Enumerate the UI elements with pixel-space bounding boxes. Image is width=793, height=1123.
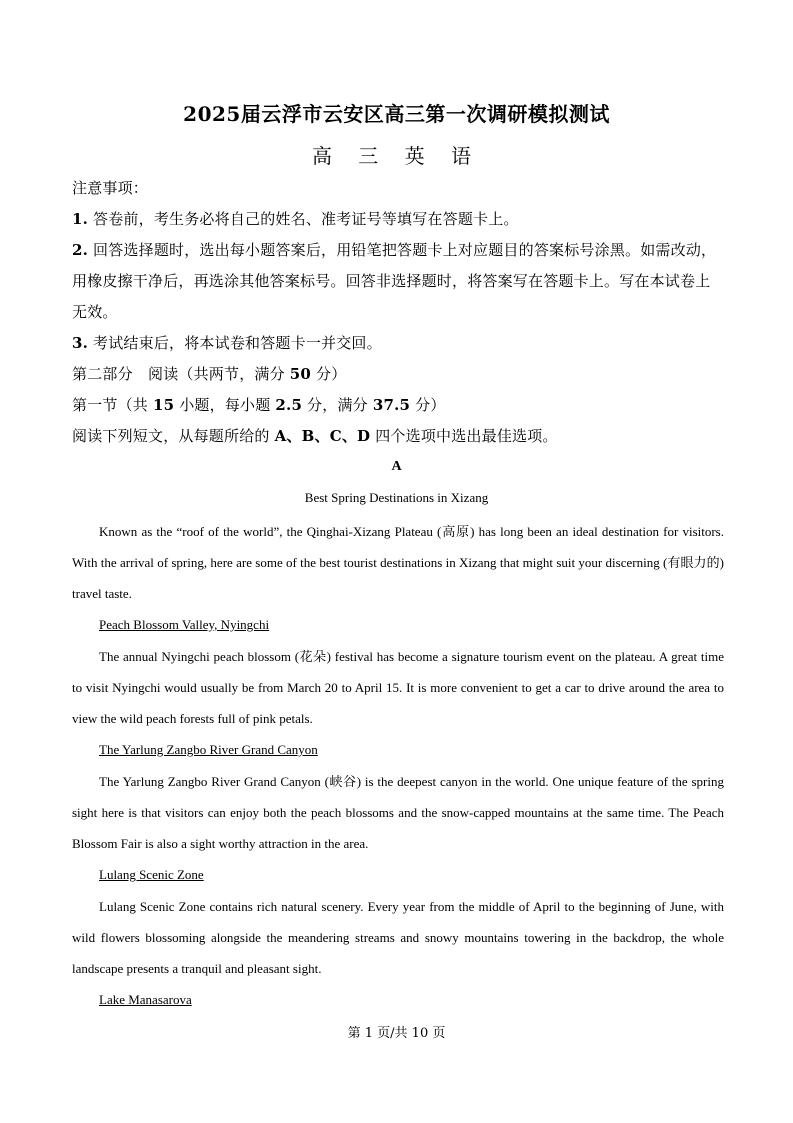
exam-subject: 高 三 英 语 bbox=[311, 144, 482, 168]
notice-item-1-number: 1. bbox=[72, 210, 89, 228]
instructions-options: A、B、C、D bbox=[274, 427, 371, 445]
heading-peach-blossom-valley: Peach Blossom Valley, Nyingchi bbox=[99, 617, 270, 632]
notice-item-1 bbox=[72, 204, 722, 235]
section-one-count: 15 bbox=[152, 396, 175, 414]
notice-item-3-number: 3. bbox=[72, 334, 89, 352]
part-two-heading bbox=[72, 359, 722, 390]
paragraph-lulang-scenic-zone-text: Lulang Scenic Zone contains rich natural scenery. Every year from the middle of April to the beginning of June, with wild flowers blossoming alongside the meandering streams and snowy mountains towering in the backdrop, the whole landscape presents a tranquil and pleasant sight. bbox=[72, 899, 724, 976]
passage-intro bbox=[72, 516, 724, 609]
section-one-text-b: 小题，每小题 bbox=[174, 396, 276, 414]
notice-item-2-number: 2. bbox=[72, 241, 89, 259]
part-two-label: 第二部分 阅读（共两节，满分 bbox=[72, 365, 290, 383]
reading-instructions bbox=[72, 421, 722, 452]
section-one-each-score: 2.5 bbox=[275, 396, 303, 414]
part-two-score: 50 bbox=[289, 365, 312, 383]
page-number: 第 1 页/共 10 页 bbox=[347, 1026, 446, 1041]
exam-title: 2025届云浮市云安区高三第一次调研模拟测试 bbox=[183, 102, 610, 126]
section-one-text-c: 分，满分 bbox=[302, 396, 373, 414]
notice-heading: 注意事项： bbox=[72, 179, 149, 197]
paragraph-lulang-scenic-zone bbox=[72, 891, 724, 984]
passage-intro-text: Known as the “roof of the world”, the Qinghai-Xizang Plateau (高原) has long been an ideal destination for visitors. With the arrival of spring, here are some of the best tourist destinations in Xizang that might suit your discerning (有眼力的) travel taste. bbox=[72, 524, 724, 601]
notice-item-3-text: 考试结束后，将本试卷和答题卡一并交回。 bbox=[88, 334, 382, 352]
paragraph-peach-blossom-valley-text: The annual Nyingchi peach blossom (花朵) festival has become a signature tourism event on the plateau. A great time to visit Nyingchi would usually be from March 20 to April 15. It is more convenient to get a car to drive around the area to view the wild peach forests full of pink petals. bbox=[72, 649, 724, 726]
heading-lake-manasarova: Lake Manasarova bbox=[99, 992, 192, 1007]
paragraph-grand-canyon-text: The Yarlung Zangbo River Grand Canyon (峡谷) is the deepest canyon in the world. One unique feature of the spring sight here is that visitors can enjoy both the peach blossoms and the snow-capped mountains at the same time. The Peach Blossom Fair is also a sight worthy attraction in the area. bbox=[72, 774, 724, 851]
notice-item-1-text: 答卷前，考生务必将自己的姓名、准考证号等填写在答题卡上。 bbox=[88, 210, 519, 228]
section-one-heading bbox=[72, 390, 722, 421]
instructions-text-b: 四个选项中选出最佳选项。 bbox=[370, 427, 558, 445]
passage-letter: A bbox=[391, 459, 402, 474]
paragraph-grand-canyon bbox=[72, 766, 724, 859]
section-one-label: 第一节（共 bbox=[72, 396, 153, 414]
paragraph-peach-blossom-valley bbox=[72, 641, 724, 734]
heading-lulang-scenic-zone: Lulang Scenic Zone bbox=[99, 867, 204, 882]
section-one-total-score: 37.5 bbox=[372, 396, 411, 414]
notice-item-3 bbox=[72, 328, 722, 359]
instructions-text-a: 阅读下列短文，从每题所给的 bbox=[72, 427, 275, 445]
notice-item-2 bbox=[72, 235, 722, 328]
heading-grand-canyon: The Yarlung Zangbo River Grand Canyon bbox=[99, 742, 318, 757]
section-one-text-d: 分） bbox=[410, 396, 446, 414]
passage-title: Best Spring Destinations in Xizang bbox=[304, 490, 489, 505]
notice-item-2-text: 回答选择题时，选出每小题答案后，用铅笔把答题卡上对应题目的答案标号涂黑。如需改动，用橡皮擦干净后，再选涂其他答案标号。回答非选择题时，将答案写在答题卡上。写在本试卷上无效。 bbox=[72, 241, 717, 321]
part-two-unit: 分） bbox=[311, 365, 347, 383]
